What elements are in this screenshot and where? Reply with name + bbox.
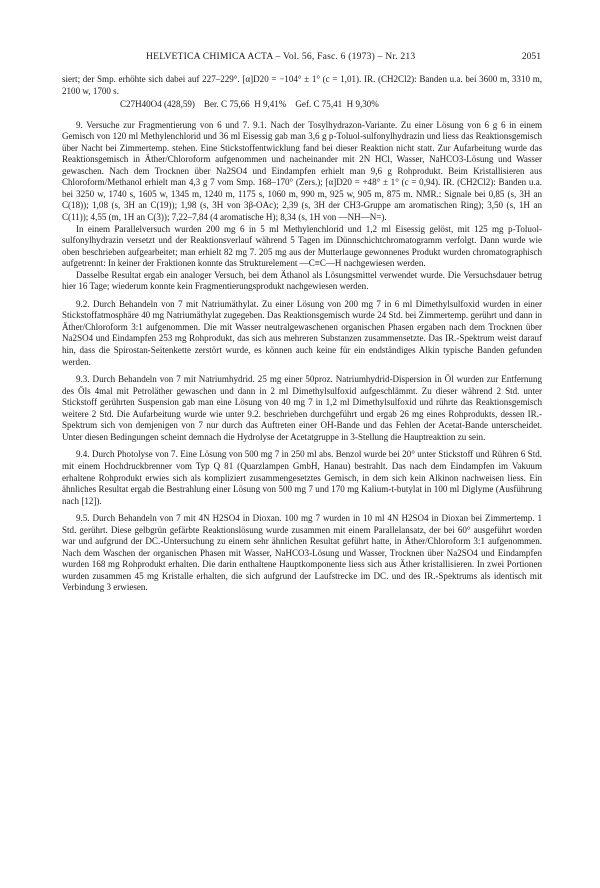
- page-number: 2051: [521, 51, 541, 62]
- section-9-1-paragraph: 9. Versuche zur Fragmentierung von 6 und 7. 9.1. Nach der Tosylhydrazon-Variante. Zu einer Lösung von 6 g 6 in einem Gemisch von 120 ml Methylenchlorid und 36 ml Eisessig gab man 3,6 g p-Toluol-sulfonylhydrazin und liess das Reaktionsgemisch über Nacht bei Zimmertemp. stehen. Eine Stickstoffentwicklung fand bei dieser Reaktion nicht statt. Zur Aufarbeitung wurde das Reaktionsgemisch in Äther/Chloroform aufgenommen und nacheinander mit 2N HCl, Wasser, NaHCO3-Lösung und Wasser gewaschen. Nach dem Trocknen über Na2SO4 und Eindampfen erhielt man 9,6 g Rohprodukt. Beim Kristallisieren aus Chloroform/Methanol erhielt man 4,3 g 7 vom Smp. 168–170° (Zers.); [α]D20 = +48° ± 1° (c = 0,94). IR. (CH2Cl2): Banden u.a. bei 3250 w, 1740 s, 1605 w, 1345 m, 1240 m, 1175 s, 1060 m, 990 m, 925 w, 905 m, 875 m. NMR.: Signale bei 0,85 (s, 3H an C(18)); 1,08 (s, 3H an C(19)); 1,98 (s, 3H von 3β-OAc); 2,39 (s, 3H der CH3-Gruppe am aromatischen Ring); 3,50 (s, 1H an C(11)); 4,55 (m, 1H an C(3)); 7,22–7,84 (4 aromatische H); 8,34 (s, 1H von —NH—N=).: [62, 119, 542, 223]
- article-body: [62, 74, 542, 594]
- journal-title: HELVETICA CHIMICA ACTA – Vol. 56, Fasc. 6 (1973) – Nr. 213: [146, 51, 416, 62]
- section-9-5-paragraph: 9.5. Durch Behandeln von 7 mit 4N H2SO4 in Dioxan. 100 mg 7 wurden in 10 ml 4N H2SO4 in Dioxan bei Zimmertemp. 1 Std. gerührt. Diese gelbgrün gefärbte Reaktionslösung wurde zusammen mit einem Parallelansatz, der bei 60° ausgeführt worden war und aufgrund der DC.-Untersuchung zu einem sehr ähnlichen Resultat geführt hatte, in Äther/Chloroform 3:1 aufgenommen. Nach dem Waschen der organischen Phasen mit Wasser, NaHCO3-Lösung und Wasser, Trocknen über Na2SO4 und Eindampfen wurden 168 mg Rohprodukt erhalten. Die darin enthaltene Hauptkomponente liess sich aus Äther kristallisieren. In zwei Portionen wurden zusammen 45 mg Kristalle erhalten, die sich aufgrund der Laufstrecke im DC. und des IR.-Spektrums als identisch mit Verbindung 3 erwiesen.: [62, 513, 542, 593]
- ethanol-experiment-paragraph: Dasselbe Resultat ergab ein analoger Versuch, bei dem Äthanol als Lösungsmittel verwendet wurde. Die Versuchsdauer betrug hier 16 Tage; wiederum konnte kein Fragmentierungsprodukt nachgewiesen werden.: [62, 269, 542, 292]
- section-9-2-paragraph: 9.2. Durch Behandeln von 7 mit Natriumäthylat. Zu einer Lösung von 200 mg 7 in 6 ml Dimethylsulfoxid wurden in einer Stickstoffatmosphäre 40 mg Natriumäthylat zugegeben. Das Reaktionsgemisch wurde 24 Std. bei Zimmertemp. gerührt und dann in Äther/Chloroform 3:1 aufgenommen. Die mit Wasser neutralgewaschenen organischen Phasen ergaben nach dem Trocknen über Na2SO4 und Eindampfen 253 mg Rohprodukt, das sich aus mehreren Substanzen zusammensetzte. Das IR.-Spektrum weist darauf hin, dass die Spirostan-Seitenkette zerstört wurde, es können auch keine für ein endständiges Alkin typische Banden gefunden werden.: [62, 298, 542, 367]
- section-9-3-paragraph: 9.3. Durch Behandeln von 7 mit Natriumhydrid. 25 mg einer 50proz. Natriumhydrid-Dispersion in Öl wurden zur Entfernung des Öls 4mal mit Petroläther gewaschen und dann in 2 ml Dimethylsulfoxid aufgeschlämmt. Zu dieser während 2 Std. unter Stickstoff gerührten Suspension gab man eine Lösung von 40 mg 7 in 1,2 ml Dimethylsulfoxid und rührte das Reaktionsgemisch weitere 2 Std. Die Aufarbeitung wurde wie unter 9.2. beschrieben durchgeführt und ergab 26 mg eines Rohprodukts, dessen IR.-Spektrum sich von demjenigen von 7 nur durch das Auftreten einer OH-Bande und das Fehlen der Acetat-Bande unterscheidet. Unter diesen Bedingungen scheint demnach die Hydrolyse der Acetatgruppe in 3-Stellung die Hauptreaktion zu sein.: [62, 374, 542, 442]
- paragraph-continuation: siert; der Smp. erhöhte sich dabei auf 227–229°. [α]D20 = −104° ± 1° (c = 1,01). IR. (CH2Cl2): Banden u.a. bei 3600 m, 3310 m, 2100 w, 1700 s.: [62, 74, 542, 96]
- parallel-experiment-paragraph: In einem Parallelversuch wurden 200 mg 6 in 5 ml Methylenchlorid und 1,2 ml Eisessig gelöst, mit 125 mg p-Toluol-sulfonylhydrazin versetzt und der Reaktionsverlauf während 5 Tagen im Dünnschichtchromatogramm verfolgt. Dann wurde wie oben beschrieben aufgearbeitet; man erhielt 82 mg 7. 205 mg aus der Mutterlauge gewonnenes Produkt wurden chromatographisch aufgetrennt: In keiner der Fraktionen konnte das Strukturelement —C≡C—H nachgewiesen werden.: [62, 223, 542, 269]
- elemental-analysis-line: C27H40O4 (428,59) Ber. C 75,66 H 9,41% Gef. C 75,41 H 9,30%: [120, 99, 379, 110]
- running-header: [61, 51, 541, 63]
- section-9-4-paragraph: 9.4. Durch Photolyse von 7. Eine Lösung von 500 mg 7 in 250 ml abs. Benzol wurde bei 20° unter Stickstoff und Rühren 6 Std. mit einem Hochdruckbrenner vom Typ Q 81 (Quarzlampen GmbH, Hanau) bestrahlt. Das nach dem Eindampfen im Vakuum erhaltene Rohprodukt erwies sich als kompliziert zusammengesetztes Gemisch, in dem sich kein Alkinon nachweisen liess. Ein ähnliches Resultat ergab die Bestrahlung einer Lösung von 500 mg 7 und 170 mg Kalium-t-butylat in 100 ml Diglyme (Ausführung nach [12]).: [62, 449, 542, 506]
